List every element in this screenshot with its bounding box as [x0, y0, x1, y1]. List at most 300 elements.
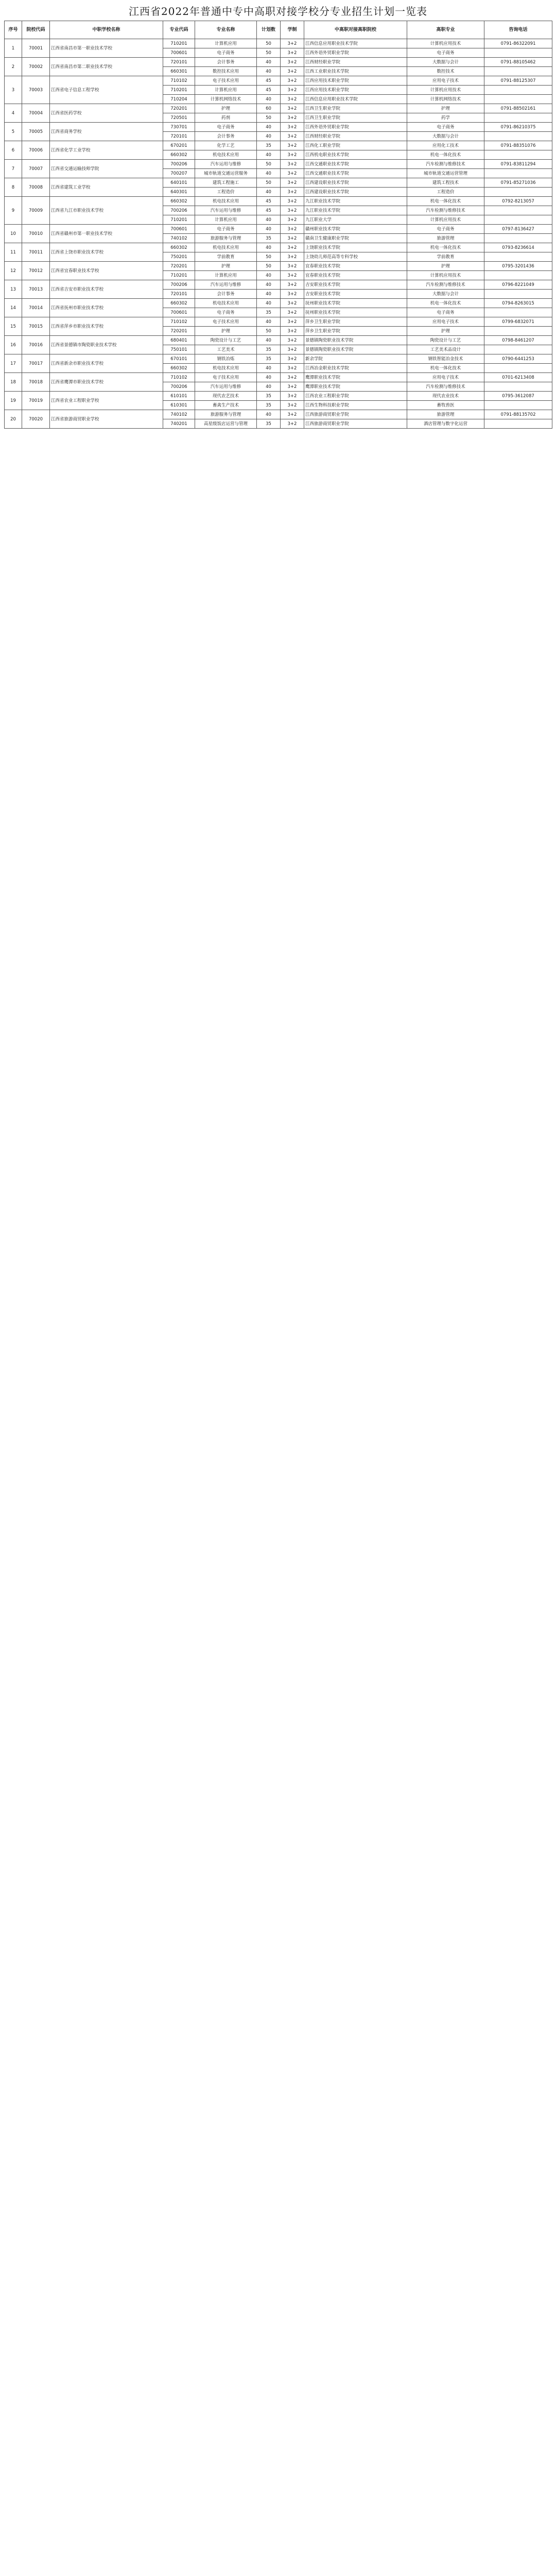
- program-name-cell: 汽车运用与维修: [195, 382, 257, 392]
- partner-college-cell: 新余学院: [304, 354, 407, 364]
- college-major-cell: 应用化工技术: [407, 141, 484, 150]
- table-row: [5, 225, 552, 234]
- partner-college-cell: 江西信息应用职业技术学院: [304, 95, 407, 104]
- quota-cell: 40: [257, 188, 281, 197]
- program-name-cell: 汽车运用与维修: [195, 160, 257, 169]
- table-row: [5, 317, 552, 327]
- phone-cell: 0791-88351076: [484, 141, 552, 150]
- phone-cell: [484, 382, 552, 392]
- phone-cell: [484, 86, 552, 95]
- phone-cell: [484, 345, 552, 354]
- partner-college-cell: 江西化工职业学院: [304, 141, 407, 150]
- header-cell: 学制: [281, 21, 304, 39]
- program-name-cell: 护理: [195, 327, 257, 336]
- partner-college-cell: 江西机电职业技术学院: [304, 150, 407, 160]
- program-code-cell: 750201: [163, 252, 195, 262]
- duration-cell: 3+2: [281, 188, 304, 197]
- program-name-cell: 工艺美术: [195, 345, 257, 354]
- phone-cell: 0790-6441253: [484, 354, 552, 364]
- row-number-cell: 14: [5, 299, 22, 317]
- partner-college-cell: 鹰潭职业技术学院: [304, 373, 407, 382]
- school-code-cell: 70017: [22, 354, 50, 373]
- phone-cell: [484, 150, 552, 160]
- duration-cell: 3+2: [281, 308, 304, 317]
- table-row: [5, 178, 552, 188]
- duration-cell: 3+2: [281, 252, 304, 262]
- duration-cell: 3+2: [281, 392, 304, 401]
- program-code-cell: 710201: [163, 39, 195, 48]
- phone-cell: 0791-83811294: [484, 160, 552, 169]
- partner-college-cell: 抚州职业技术学院: [304, 299, 407, 308]
- college-major-cell: 应用电子技术: [407, 373, 484, 382]
- program-code-cell: 710102: [163, 317, 195, 327]
- header-cell: 中高职对接高职院校: [304, 21, 407, 39]
- table-row: [5, 243, 552, 252]
- partner-college-cell: 江西应用技术职业学院: [304, 76, 407, 86]
- quota-cell: 35: [257, 234, 281, 243]
- quota-cell: 40: [257, 373, 281, 382]
- college-major-cell: 机电一体化技术: [407, 243, 484, 252]
- partner-college-cell: 江西建设职业技术学院: [304, 178, 407, 188]
- partner-college-cell: 江西交通职业技术学院: [304, 160, 407, 169]
- phone-cell: 0795-3612087: [484, 392, 552, 401]
- duration-cell: 3+2: [281, 215, 304, 225]
- phone-cell: [484, 290, 552, 299]
- table-row: [5, 410, 552, 419]
- program-code-cell: 660302: [163, 299, 195, 308]
- phone-cell: [484, 95, 552, 104]
- phone-cell: 0796-8221049: [484, 280, 552, 290]
- enrollment-table-sheet: [4, 21, 552, 429]
- quota-cell: 35: [257, 354, 281, 364]
- partner-college-cell: 九江职业技术学院: [304, 206, 407, 215]
- college-major-cell: 计算机应用技术: [407, 271, 484, 280]
- header-cell: 专业名称: [195, 21, 257, 39]
- partner-college-cell: 吉安职业技术学院: [304, 280, 407, 290]
- program-code-cell: 740201: [163, 419, 195, 429]
- table-row: [5, 299, 552, 308]
- program-name-cell: 计算机应用: [195, 39, 257, 48]
- program-code-cell: 730701: [163, 123, 195, 132]
- duration-cell: 3+2: [281, 48, 304, 58]
- phone-cell: 0791-86322091: [484, 39, 552, 48]
- program-code-cell: 710201: [163, 86, 195, 95]
- program-name-cell: 电子商务: [195, 123, 257, 132]
- program-code-cell: 720201: [163, 262, 195, 271]
- partner-college-cell: 上饶幼儿师范高等专科学校: [304, 252, 407, 262]
- partner-college-cell: 江西建设职业技术学院: [304, 188, 407, 197]
- duration-cell: 3+2: [281, 327, 304, 336]
- partner-college-cell: 萍乡卫生职业学院: [304, 327, 407, 336]
- program-name-cell: 机电技术应用: [195, 197, 257, 206]
- duration-cell: 3+2: [281, 419, 304, 429]
- school-name-cell: 江西省萍乡市职业技术学校: [50, 317, 163, 336]
- program-name-cell: 电子商务: [195, 48, 257, 58]
- program-code-cell: 610301: [163, 401, 195, 410]
- table-row: [5, 39, 552, 48]
- row-number-cell: 20: [5, 410, 22, 429]
- program-code-cell: 660301: [163, 67, 195, 76]
- college-major-cell: 护理: [407, 327, 484, 336]
- phone-cell: [484, 132, 552, 141]
- partner-college-cell: 九江职业大学: [304, 215, 407, 225]
- program-code-cell: 700206: [163, 206, 195, 215]
- phone-cell: 0791-88135702: [484, 410, 552, 419]
- phone-cell: 0793-8236614: [484, 243, 552, 252]
- duration-cell: 3+2: [281, 178, 304, 188]
- program-name-cell: 电子技术应用: [195, 76, 257, 86]
- program-name-cell: 现代农艺技术: [195, 392, 257, 401]
- partner-college-cell: 江西应用技术职业学院: [304, 86, 407, 95]
- program-name-cell: 数控技术应用: [195, 67, 257, 76]
- phone-cell: [484, 308, 552, 317]
- partner-college-cell: 吉安职业技术学院: [304, 290, 407, 299]
- quota-cell: 40: [257, 95, 281, 104]
- program-code-cell: 720101: [163, 58, 195, 67]
- college-major-cell: 大数据与会计: [407, 290, 484, 299]
- program-name-cell: 化学工艺: [195, 141, 257, 150]
- partner-college-cell: 江西财经职业学院: [304, 132, 407, 141]
- program-name-cell: 建筑工程施工: [195, 178, 257, 188]
- quota-cell: 60: [257, 104, 281, 113]
- college-major-cell: 建筑工程技术: [407, 178, 484, 188]
- quota-cell: 40: [257, 243, 281, 252]
- program-name-cell: 护理: [195, 104, 257, 113]
- quota-cell: 50: [257, 327, 281, 336]
- quota-cell: 40: [257, 132, 281, 141]
- duration-cell: 3+2: [281, 336, 304, 345]
- program-name-cell: 陶瓷设计与工艺: [195, 336, 257, 345]
- quota-cell: 40: [257, 169, 281, 178]
- phone-cell: [484, 234, 552, 243]
- school-name-cell: 江西省宜春职业技术学校: [50, 262, 163, 280]
- partner-college-cell: 景德镇陶瓷职业技术学院: [304, 345, 407, 354]
- table-row: [5, 280, 552, 290]
- school-name-cell: 江西省九江市职业技术学校: [50, 197, 163, 225]
- quota-cell: 50: [257, 113, 281, 123]
- duration-cell: 3+2: [281, 132, 304, 141]
- duration-cell: 3+2: [281, 225, 304, 234]
- row-number-cell: 1: [5, 39, 22, 58]
- school-name-cell: 江西省景德镇市陶瓷职业技术学校: [50, 336, 163, 354]
- quota-cell: 35: [257, 308, 281, 317]
- school-name-cell: 江西省交通运输技师学院: [50, 160, 163, 178]
- college-major-cell: 药学: [407, 113, 484, 123]
- duration-cell: 3+2: [281, 76, 304, 86]
- quota-cell: 40: [257, 317, 281, 327]
- quota-cell: 40: [257, 123, 281, 132]
- quota-cell: 50: [257, 178, 281, 188]
- row-number-cell: 19: [5, 392, 22, 410]
- program-code-cell: 670201: [163, 141, 195, 150]
- phone-cell: [484, 206, 552, 215]
- quota-cell: 45: [257, 86, 281, 95]
- school-code-cell: 70001: [22, 39, 50, 58]
- school-code-cell: 70015: [22, 317, 50, 336]
- college-major-cell: 工艺美术品设计: [407, 345, 484, 354]
- duration-cell: 3+2: [281, 150, 304, 160]
- program-code-cell: 720501: [163, 113, 195, 123]
- partner-college-cell: 鹰潭职业技术学院: [304, 382, 407, 392]
- phone-cell: [484, 252, 552, 262]
- phone-cell: 0798-8461207: [484, 336, 552, 345]
- partner-college-cell: 上饶职业技术学院: [304, 243, 407, 252]
- program-code-cell: 610101: [163, 392, 195, 401]
- phone-cell: [484, 419, 552, 429]
- college-major-cell: 电子商务: [407, 308, 484, 317]
- quota-cell: 40: [257, 150, 281, 160]
- row-number-cell: 2: [5, 58, 22, 76]
- college-major-cell: 电子商务: [407, 123, 484, 132]
- duration-cell: 3+2: [281, 280, 304, 290]
- phone-cell: [484, 113, 552, 123]
- school-name-cell: 江西省上饶市职业技术学校: [50, 243, 163, 262]
- school-code-cell: 70013: [22, 280, 50, 299]
- partner-college-cell: 赣南卫生健康职业学院: [304, 234, 407, 243]
- table-row: [5, 262, 552, 271]
- school-code-cell: 70010: [22, 225, 50, 243]
- partner-college-cell: 江西财经职业学院: [304, 58, 407, 67]
- program-code-cell: 660302: [163, 364, 195, 373]
- quota-cell: 35: [257, 345, 281, 354]
- college-major-cell: 机电一体化技术: [407, 299, 484, 308]
- duration-cell: 3+2: [281, 160, 304, 169]
- partner-college-cell: 江西旅游商贸职业学院: [304, 419, 407, 429]
- row-number-cell: 16: [5, 336, 22, 354]
- college-major-cell: 大数据与会计: [407, 58, 484, 67]
- phone-cell: [484, 169, 552, 178]
- row-number-cell: 9: [5, 197, 22, 225]
- college-major-cell: 机电一体化技术: [407, 150, 484, 160]
- program-name-cell: 汽车运用与维修: [195, 206, 257, 215]
- duration-cell: 3+2: [281, 58, 304, 67]
- program-code-cell: 720101: [163, 132, 195, 141]
- program-code-cell: 670101: [163, 354, 195, 364]
- college-major-cell: 机电一体化技术: [407, 364, 484, 373]
- program-code-cell: 640301: [163, 188, 195, 197]
- program-name-cell: 护理: [195, 262, 257, 271]
- quota-cell: 40: [257, 299, 281, 308]
- college-major-cell: 计算机应用技术: [407, 39, 484, 48]
- program-name-cell: 旅游服务与管理: [195, 234, 257, 243]
- duration-cell: 3+2: [281, 317, 304, 327]
- college-major-cell: 旅游管理: [407, 234, 484, 243]
- phone-cell: [484, 271, 552, 280]
- table-row: [5, 160, 552, 169]
- college-major-cell: 城市轨道交通运营管理: [407, 169, 484, 178]
- row-number-cell: 10: [5, 225, 22, 243]
- partner-college-cell: 江西卫生职业学院: [304, 104, 407, 113]
- school-code-cell: 70016: [22, 336, 50, 354]
- program-name-cell: 计算机应用: [195, 86, 257, 95]
- quota-cell: 40: [257, 225, 281, 234]
- college-major-cell: 现代农业技术: [407, 392, 484, 401]
- phone-cell: [484, 327, 552, 336]
- duration-cell: 3+2: [281, 95, 304, 104]
- header-cell: 院校代码: [22, 21, 50, 39]
- phone-cell: 0792-8213057: [484, 197, 552, 206]
- quota-cell: 40: [257, 67, 281, 76]
- program-code-cell: 720101: [163, 290, 195, 299]
- duration-cell: 3+2: [281, 271, 304, 280]
- school-code-cell: 70012: [22, 262, 50, 280]
- quota-cell: 40: [257, 336, 281, 345]
- row-number-cell: 5: [5, 123, 22, 141]
- phone-cell: [484, 364, 552, 373]
- college-major-cell: 学前教育: [407, 252, 484, 262]
- school-name-cell: 江西省新余市职业技术学校: [50, 354, 163, 373]
- school-code-cell: 70018: [22, 373, 50, 392]
- phone-cell: 0701-6213408: [484, 373, 552, 382]
- header-cell: 中职学校名称: [50, 21, 163, 39]
- phone-cell: 0797-8136427: [484, 225, 552, 234]
- partner-college-cell: 江西农业工程职业学院: [304, 392, 407, 401]
- school-name-cell: 江西省赣州市第一职业技术学校: [50, 225, 163, 243]
- partner-college-cell: 萍乡卫生职业学院: [304, 317, 407, 327]
- header-cell: 序号: [5, 21, 22, 39]
- duration-cell: 3+2: [281, 290, 304, 299]
- partner-college-cell: 宜春职业技术学院: [304, 262, 407, 271]
- enrollment-table: [4, 21, 552, 429]
- school-name-cell: 江西省商务学校: [50, 123, 163, 141]
- college-major-cell: 计算机应用技术: [407, 215, 484, 225]
- row-number-cell: 11: [5, 243, 22, 262]
- school-code-cell: 70007: [22, 160, 50, 178]
- program-name-cell: 会计事务: [195, 290, 257, 299]
- duration-cell: 3+2: [281, 197, 304, 206]
- row-number-cell: 7: [5, 160, 22, 178]
- duration-cell: 3+2: [281, 364, 304, 373]
- partner-college-cell: 江西信息应用职业技术学院: [304, 39, 407, 48]
- program-name-cell: 机电技术应用: [195, 243, 257, 252]
- program-code-cell: 720201: [163, 327, 195, 336]
- college-major-cell: 计算机网络技术: [407, 95, 484, 104]
- header-cell: 计划数: [257, 21, 281, 39]
- header-cell: 专业代码: [163, 21, 195, 39]
- program-name-cell: 学前教育: [195, 252, 257, 262]
- program-name-cell: 工程造价: [195, 188, 257, 197]
- college-major-cell: 钢铁智能冶金技术: [407, 354, 484, 364]
- duration-cell: 3+2: [281, 373, 304, 382]
- duration-cell: 3+2: [281, 345, 304, 354]
- college-major-cell: 电子商务: [407, 225, 484, 234]
- table-row: [5, 197, 552, 206]
- program-name-cell: 钢铁冶炼: [195, 354, 257, 364]
- school-name-cell: 江西省抚州市职业技术学校: [50, 299, 163, 317]
- program-code-cell: 700601: [163, 48, 195, 58]
- duration-cell: 3+2: [281, 410, 304, 419]
- school-code-cell: 70004: [22, 104, 50, 123]
- table-row: [5, 373, 552, 382]
- quota-cell: 50: [257, 48, 281, 58]
- school-name-cell: 江西省医药学校: [50, 104, 163, 123]
- program-name-cell: 旅游服务与管理: [195, 410, 257, 419]
- school-name-cell: 江西省建筑工业学校: [50, 178, 163, 197]
- school-code-cell: 70005: [22, 123, 50, 141]
- college-major-cell: 汽车检测与维修技术: [407, 280, 484, 290]
- college-major-cell: 汽车检测与维修技术: [407, 206, 484, 215]
- partner-college-cell: 江西生物科技职业学院: [304, 401, 407, 410]
- college-major-cell: 畜牧兽医: [407, 401, 484, 410]
- phone-cell: 0791-88105462: [484, 58, 552, 67]
- program-code-cell: 660302: [163, 150, 195, 160]
- duration-cell: 3+2: [281, 67, 304, 76]
- table-row: [5, 123, 552, 132]
- quota-cell: 40: [257, 364, 281, 373]
- table-row: [5, 354, 552, 364]
- phone-cell: 0799-6832071: [484, 317, 552, 327]
- quota-cell: 50: [257, 262, 281, 271]
- program-name-cell: 电子技术应用: [195, 373, 257, 382]
- quota-cell: 40: [257, 58, 281, 67]
- school-code-cell: 70014: [22, 299, 50, 317]
- school-code-cell: 70009: [22, 197, 50, 225]
- row-number-cell: 12: [5, 262, 22, 280]
- college-major-cell: 护理: [407, 262, 484, 271]
- row-number-cell: 13: [5, 280, 22, 299]
- quota-cell: 40: [257, 410, 281, 419]
- program-code-cell: 700206: [163, 382, 195, 392]
- phone-cell: 0794-8263015: [484, 299, 552, 308]
- table-row: [5, 392, 552, 401]
- school-code-cell: 70003: [22, 76, 50, 104]
- duration-cell: 3+2: [281, 262, 304, 271]
- phone-cell: [484, 215, 552, 225]
- row-number-cell: 18: [5, 373, 22, 392]
- partner-college-cell: 江西外语外贸职业学院: [304, 123, 407, 132]
- college-major-cell: 酒店管理与数字化运营: [407, 419, 484, 429]
- college-major-cell: 机电一体化技术: [407, 197, 484, 206]
- quota-cell: 45: [257, 76, 281, 86]
- program-name-cell: 机电技术应用: [195, 364, 257, 373]
- school-name-cell: 江西省鹰潭市职业技术学校: [50, 373, 163, 392]
- program-code-cell: 700206: [163, 280, 195, 290]
- program-code-cell: 700601: [163, 225, 195, 234]
- program-code-cell: 700601: [163, 308, 195, 317]
- program-code-cell: 720201: [163, 104, 195, 113]
- table-header: [5, 21, 552, 39]
- duration-cell: 3+2: [281, 141, 304, 150]
- phone-cell: [484, 188, 552, 197]
- quota-cell: 40: [257, 215, 281, 225]
- partner-college-cell: 江西交通职业技术学院: [304, 169, 407, 178]
- partner-college-cell: 江西旅游商贸职业学院: [304, 410, 407, 419]
- partner-college-cell: 宜春职业技术学院: [304, 271, 407, 280]
- program-name-cell: 会计事务: [195, 58, 257, 67]
- school-name-cell: 江西省电子信息工程学校: [50, 76, 163, 104]
- partner-college-cell: 江西工业职业技术学院: [304, 67, 407, 76]
- college-major-cell: 汽车检测与维修技术: [407, 160, 484, 169]
- row-number-cell: 6: [5, 141, 22, 160]
- college-major-cell: 电子商务: [407, 48, 484, 58]
- program-code-cell: 700207: [163, 169, 195, 178]
- program-name-cell: 药剂: [195, 113, 257, 123]
- program-code-cell: 710102: [163, 76, 195, 86]
- school-name-cell: 江西省化学工业学校: [50, 141, 163, 160]
- college-major-cell: 大数据与会计: [407, 132, 484, 141]
- program-code-cell: 710102: [163, 373, 195, 382]
- school-name-cell: 江西省旅游商贸职业学校: [50, 410, 163, 429]
- school-code-cell: 70006: [22, 141, 50, 160]
- quota-cell: 35: [257, 392, 281, 401]
- partner-college-cell: 九江职业技术学院: [304, 197, 407, 206]
- table-row: [5, 58, 552, 67]
- school-code-cell: 70011: [22, 243, 50, 262]
- college-major-cell: 应用电子技术: [407, 317, 484, 327]
- program-code-cell: 750101: [163, 345, 195, 354]
- program-code-cell: 710201: [163, 215, 195, 225]
- partner-college-cell: 江西冶金职业技术学院: [304, 364, 407, 373]
